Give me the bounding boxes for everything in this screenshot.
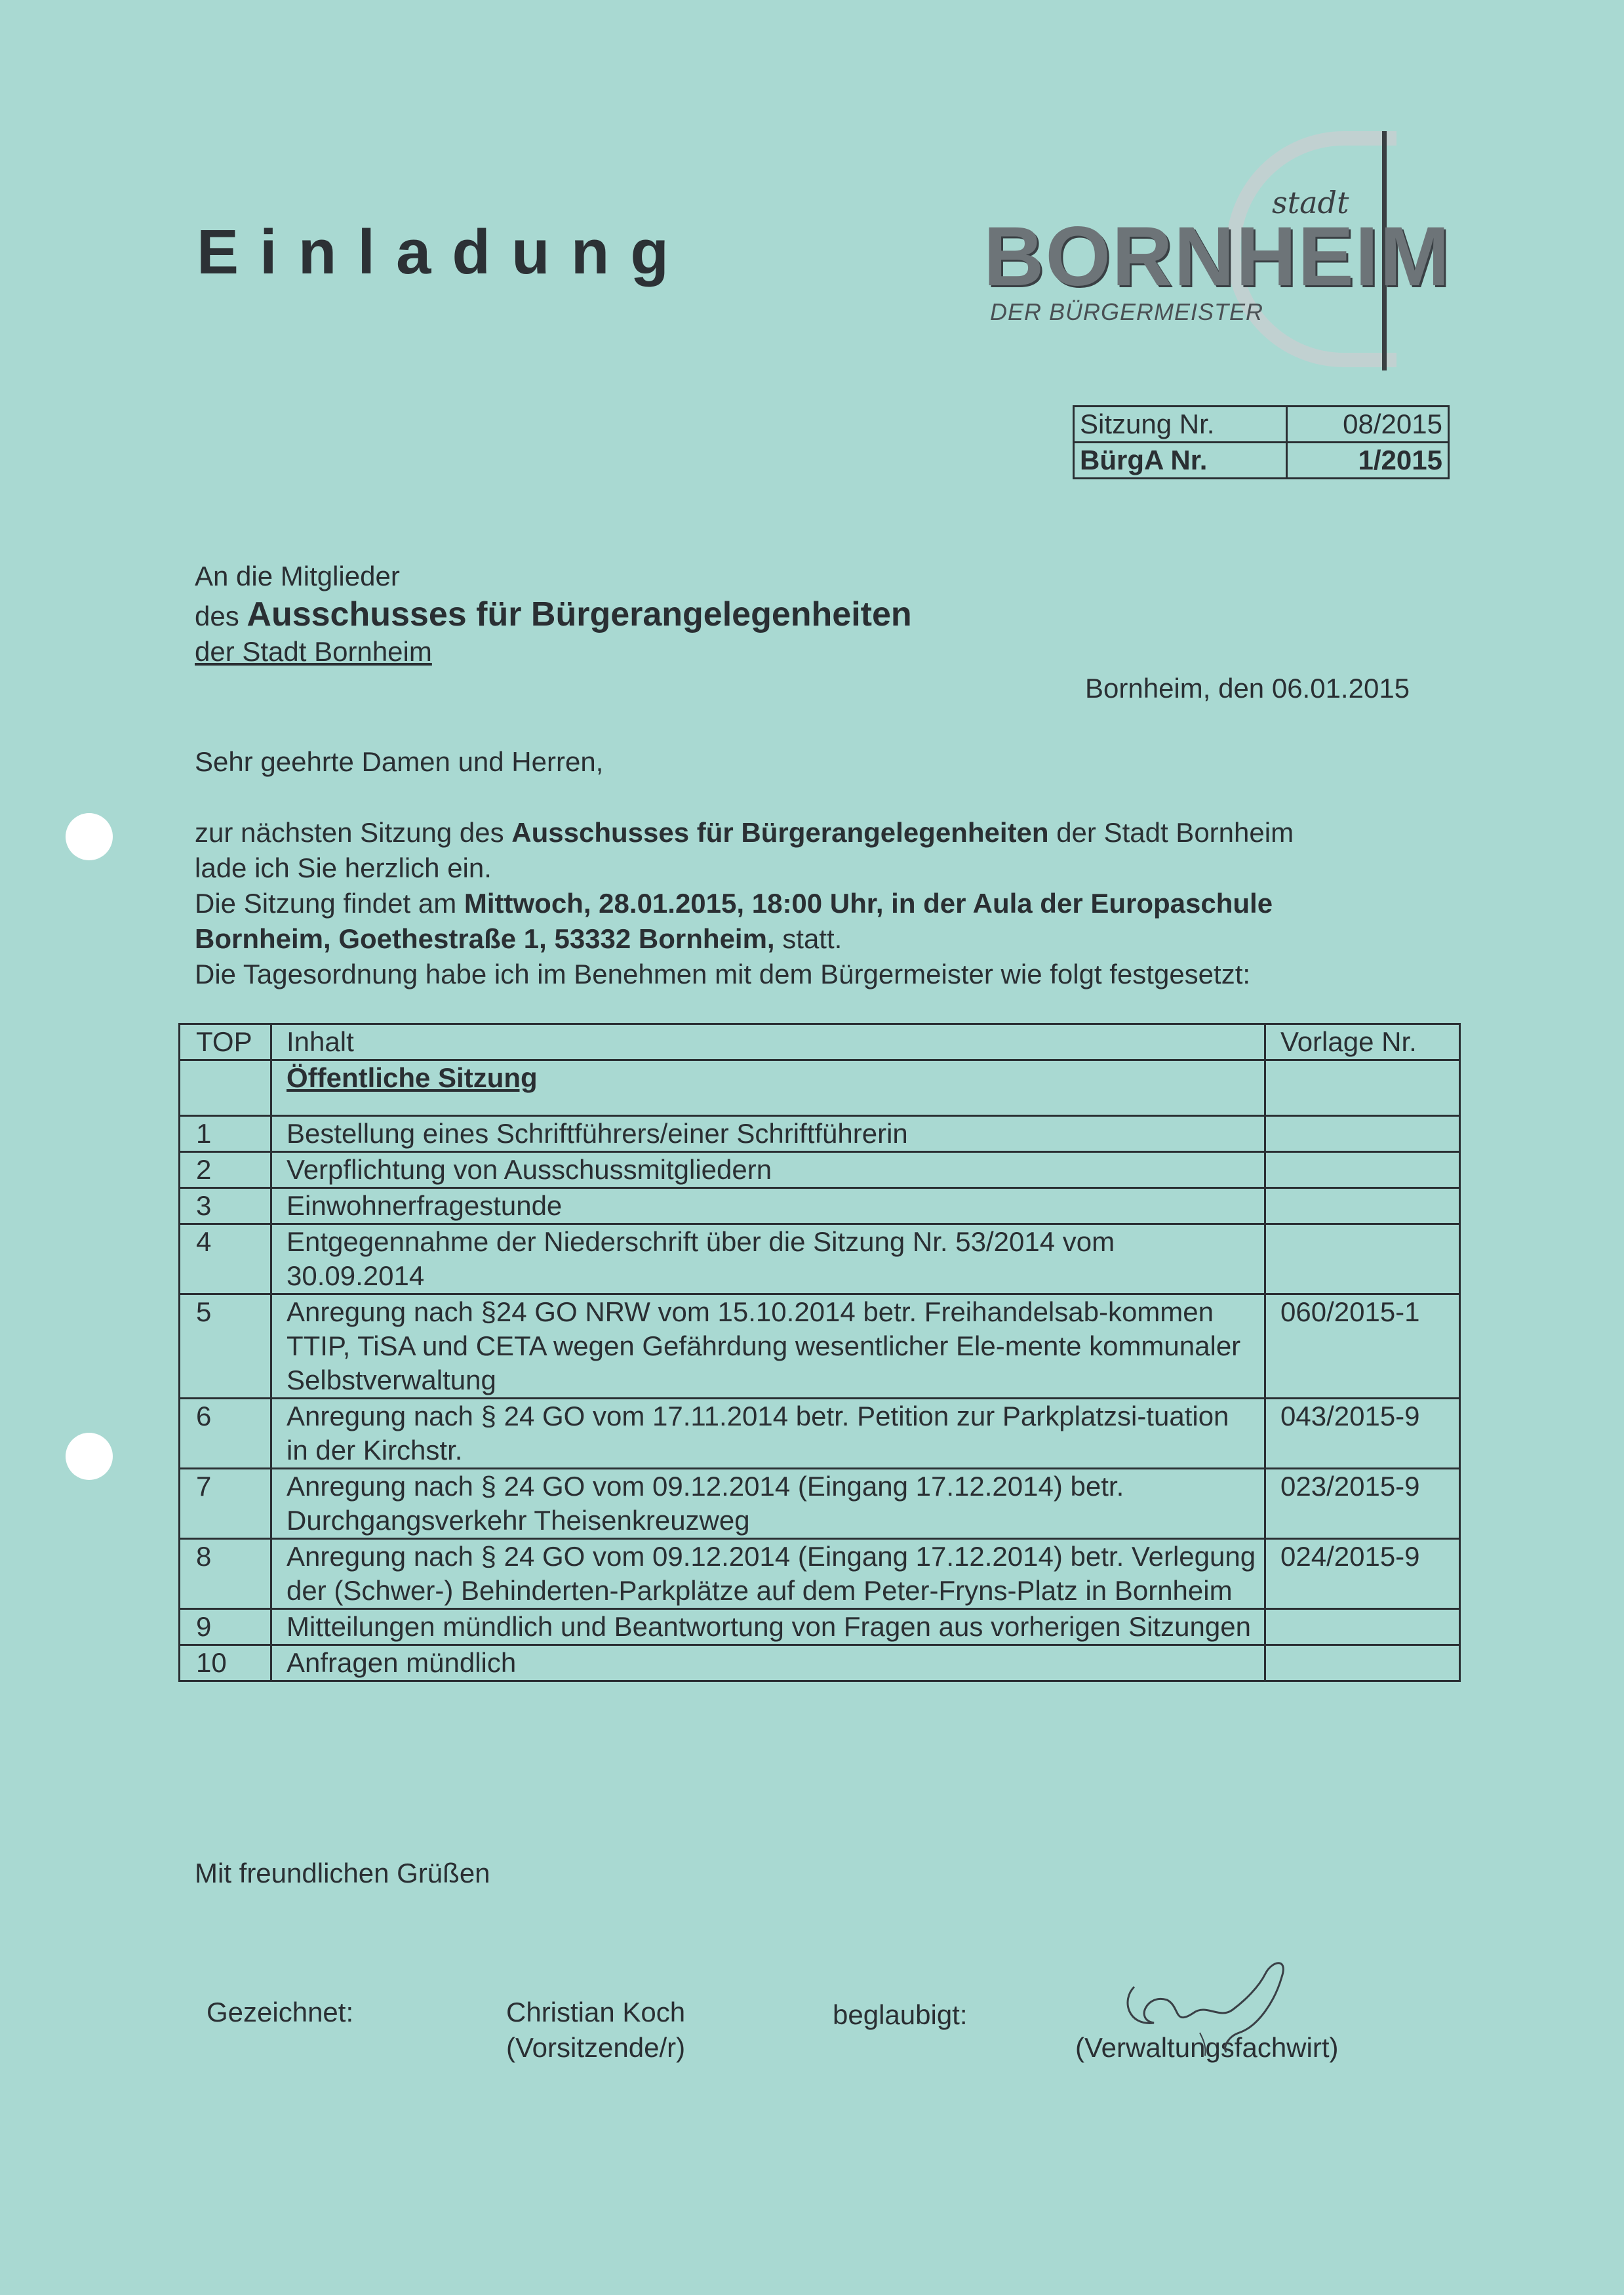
session-number-table bbox=[1073, 405, 1450, 479]
agenda-inhalt: Verpflichtung von Ausschussmitgliedern bbox=[271, 1152, 1265, 1188]
header-vorlage: Vorlage Nr. bbox=[1265, 1024, 1460, 1060]
agenda-row bbox=[180, 1116, 1460, 1152]
closing: Mit freundlichen Grüßen bbox=[195, 1858, 490, 1888]
address-prefix: des bbox=[195, 601, 239, 631]
buerga-row bbox=[1074, 443, 1449, 479]
agenda-row bbox=[180, 1539, 1460, 1609]
committee-name: Ausschusses für Bürgerangelegenheiten bbox=[247, 595, 912, 633]
agenda-vorlage bbox=[1265, 1116, 1460, 1152]
address-line-1: An die Mitglieder bbox=[195, 561, 400, 591]
certifier-role: (Verwaltungsfachwirt) bbox=[1075, 2032, 1339, 2063]
agenda-vorlage bbox=[1265, 1188, 1460, 1224]
agenda-row bbox=[180, 1152, 1460, 1188]
agenda-top: 3 bbox=[180, 1188, 271, 1224]
agenda-row bbox=[180, 1399, 1460, 1469]
body-line-2: lade ich Sie herzlich ein. bbox=[195, 852, 492, 883]
agenda-top: 1 bbox=[180, 1116, 271, 1152]
address-line-3: der Stadt Bornheim bbox=[195, 636, 432, 667]
session-label: Sitzung Nr. bbox=[1074, 407, 1287, 443]
session-row bbox=[1074, 407, 1449, 443]
agenda-row bbox=[180, 1294, 1460, 1399]
agenda-row bbox=[180, 1609, 1460, 1645]
agenda-top: 4 bbox=[180, 1224, 271, 1294]
agenda-row bbox=[180, 1469, 1460, 1539]
agenda-top: 7 bbox=[180, 1469, 271, 1539]
agenda-top: 2 bbox=[180, 1152, 271, 1188]
body-text bbox=[195, 815, 1440, 992]
body-bold-segment: Mittwoch, 28.01.2015, 18:00 Uhr, in der Aula der Europaschule bbox=[464, 888, 1273, 919]
agenda-vorlage: 060/2015-1 bbox=[1265, 1294, 1460, 1399]
section-cell bbox=[271, 1060, 1265, 1116]
agenda-vorlage bbox=[1265, 1224, 1460, 1294]
signed-label: Gezeichnet: bbox=[207, 1997, 354, 2027]
body-text-segment: Die Sitzung findet am bbox=[195, 888, 464, 919]
punch-hole-top bbox=[66, 813, 113, 860]
body-line-1 bbox=[195, 815, 1440, 850]
agenda-inhalt: Einwohnerfragestunde bbox=[271, 1188, 1265, 1224]
agenda-vorlage bbox=[1265, 1645, 1460, 1681]
section-title: Öffentliche Sitzung bbox=[287, 1062, 538, 1093]
agenda-vorlage bbox=[1265, 1609, 1460, 1645]
agenda-inhalt: Anregung nach §24 GO NRW vom 15.10.2014 betr. Freihandelsab-kommen TTIP, TiSA und CETA wegen Gefährdung wesentlicher Ele-mente kommunaler Selbstverwaltung bbox=[271, 1294, 1265, 1399]
agenda-header-row bbox=[180, 1024, 1460, 1060]
address-block bbox=[195, 559, 912, 669]
agenda-vorlage: 024/2015-9 bbox=[1265, 1539, 1460, 1609]
body-line-4 bbox=[195, 921, 1440, 957]
agenda-inhalt: Anregung nach § 24 GO vom 09.12.2014 (Eingang 17.12.2014) betr. Durchgangsverkehr Theisenkreuzweg bbox=[271, 1469, 1265, 1539]
agenda-top: 10 bbox=[180, 1645, 271, 1681]
salutation: Sehr geehrte Damen und Herren, bbox=[195, 746, 604, 777]
agenda-top: 6 bbox=[180, 1399, 271, 1469]
agenda-vorlage: 023/2015-9 bbox=[1265, 1469, 1460, 1539]
agenda-vorlage: 043/2015-9 bbox=[1265, 1399, 1460, 1469]
logo-stadt-text: stadt bbox=[1272, 185, 1349, 220]
buerga-label: BürgA Nr. bbox=[1074, 443, 1287, 479]
signer-role: (Vorsitzende/r) bbox=[506, 2032, 686, 2063]
body-text-segment: der Stadt Bornheim bbox=[1048, 817, 1294, 848]
session-value: 08/2015 bbox=[1286, 407, 1448, 443]
agenda-row bbox=[180, 1645, 1460, 1681]
body-line-3 bbox=[195, 886, 1440, 921]
agenda-section-row bbox=[180, 1060, 1460, 1116]
logo-subtitle: DER BÜRGERMEISTER bbox=[990, 298, 1264, 325]
address-line-2 bbox=[195, 597, 912, 634]
signer-name: Christian Koch bbox=[506, 1997, 686, 2027]
agenda-vorlage bbox=[1265, 1152, 1460, 1188]
body-text-segment: zur nächsten Sitzung des bbox=[195, 817, 512, 848]
agenda-top: 8 bbox=[180, 1539, 271, 1609]
body-bold-segment: Bornheim, Goethestraße 1, 53332 Bornheim, bbox=[195, 923, 775, 954]
agenda-row bbox=[180, 1224, 1460, 1294]
header-inhalt: Inhalt bbox=[271, 1024, 1265, 1060]
agenda-inhalt: Anregung nach § 24 GO vom 09.12.2014 (Eingang 17.12.2014) betr. Verlegung der (Schwer-) Behinderten-Parkplätze auf dem Peter-Fryns-Platz in Bornheim bbox=[271, 1539, 1265, 1609]
body-line-5: Die Tagesordnung habe ich im Benehmen mit dem Bürgermeister wie folgt festgesetzt: bbox=[195, 959, 1251, 989]
agenda-inhalt: Anfragen mündlich bbox=[271, 1645, 1265, 1681]
agenda-inhalt: Bestellung eines Schriftführers/einer Schriftführerin bbox=[271, 1116, 1265, 1152]
handwritten-signature bbox=[1108, 1947, 1305, 2059]
certified-label: beglaubigt: bbox=[833, 1999, 968, 2030]
agenda-inhalt: Anregung nach § 24 GO vom 17.11.2014 betr. Petition zur Parkplatzsi-tuation in der Kirchstr. bbox=[271, 1399, 1265, 1469]
logo-wordmark: BORNHEIM bbox=[983, 210, 1451, 304]
body-bold-segment: Ausschusses für Bürgerangelegenheiten bbox=[511, 817, 1049, 848]
agenda-inhalt: Entgegennahme der Niederschrift über die Sitzung Nr. 53/2014 vom 30.09.2014 bbox=[271, 1224, 1265, 1294]
date-line: Bornheim, den 06.01.2015 bbox=[1085, 673, 1410, 704]
agenda-row bbox=[180, 1188, 1460, 1224]
agenda-top: 5 bbox=[180, 1294, 271, 1399]
body-text-segment: statt. bbox=[774, 923, 842, 954]
section-vorlage-cell bbox=[1265, 1060, 1460, 1116]
punch-hole-bottom bbox=[66, 1433, 113, 1480]
header-top: TOP bbox=[180, 1024, 271, 1060]
document-title: Einladung bbox=[197, 217, 690, 287]
agenda-top: 9 bbox=[180, 1609, 271, 1645]
buerga-value: 1/2015 bbox=[1286, 443, 1448, 479]
agenda-table bbox=[178, 1023, 1461, 1682]
section-top-cell bbox=[180, 1060, 271, 1116]
agenda-inhalt: Mitteilungen mündlich und Beantwortung von Fragen aus vorherigen Sitzungen bbox=[271, 1609, 1265, 1645]
